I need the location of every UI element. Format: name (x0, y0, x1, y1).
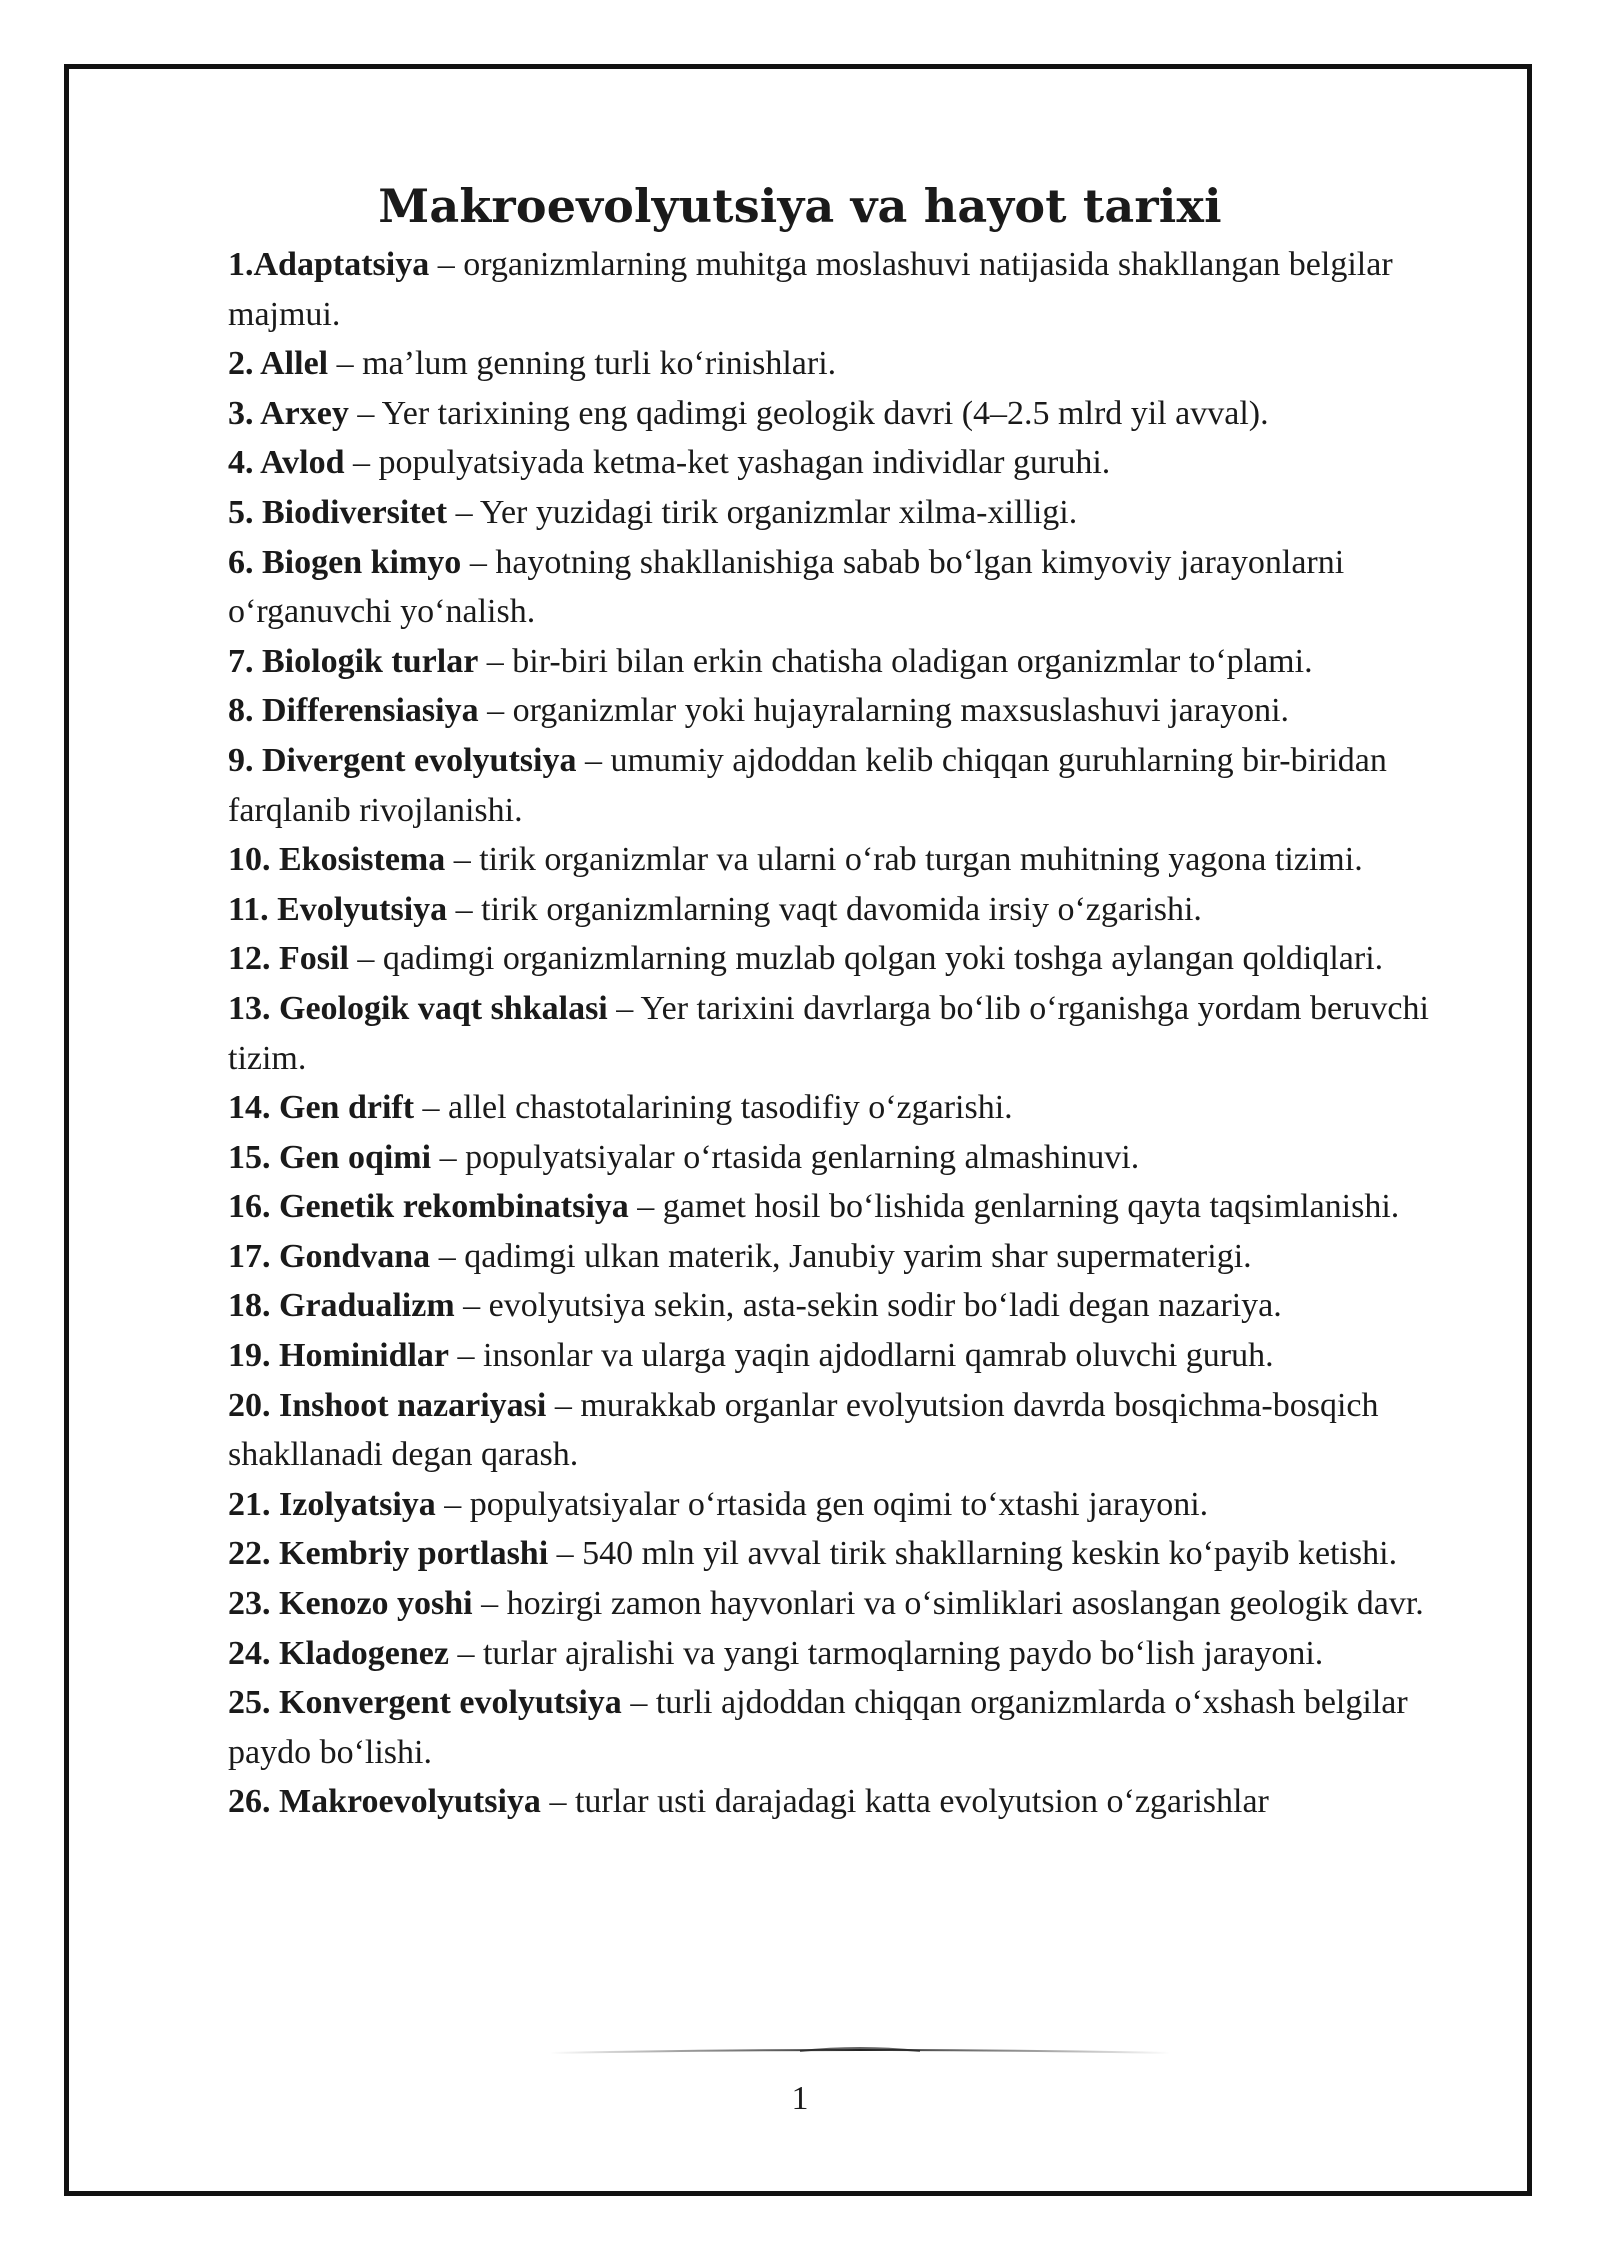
glossary-term: 9. Divergent evolyutsiya (228, 741, 577, 779)
glossary-entry (228, 1529, 1498, 1579)
glossary-term: 13. Geologik vaqt shkalasi (228, 989, 608, 1027)
glossary-definition: – populyatsiyalar oʻrtasida gen oqimi toʻxtashi jarayoni. (435, 1485, 1209, 1523)
glossary-entry (228, 934, 1498, 984)
glossary-definition: – Yer tarixini davrlarga boʻlib oʻrganishga yordam beruvchi tizim. (228, 989, 1429, 1077)
glossary-definition: – bir-biri bilan erkin chatisha oladigan organizmlar toʻplami. (478, 642, 1313, 680)
glossary-entry (228, 339, 1498, 389)
glossary-definition: – allel chastotalarining tasodifiy oʻzgarishi. (414, 1089, 1013, 1127)
glossary-definition: – insonlar va ularga yaqin ajdodlarni qamrab oluvchi guruh. (449, 1337, 1274, 1375)
glossary-entry (228, 488, 1498, 538)
glossary-entry (228, 835, 1498, 885)
glossary-term: 1.Adaptatsiya (228, 246, 430, 283)
glossary-entry (228, 1133, 1498, 1183)
glossary-definition: – organizmlarning muhitga moslashuvi natijasida shakllangan belgilar majmui. (228, 246, 1393, 333)
glossary-entry (228, 1678, 1498, 1777)
glossary-entry (228, 637, 1498, 687)
glossary-entry (228, 885, 1498, 935)
glossary-term: 6. Biogen kimyo (228, 543, 462, 581)
glossary-entry (228, 1281, 1498, 1331)
glossary-definition: – qadimgi ulkan materik, Janubiy yarim shar supermaterigi. (430, 1237, 1252, 1275)
glossary-entry (228, 1083, 1498, 1133)
glossary-definition: – populyatsiyada ketma-ket yashagan individlar guruhi. (344, 444, 1111, 482)
glossary-entry (228, 1777, 1498, 1827)
glossary-entry (228, 389, 1498, 439)
glossary-definition: – hozirgi zamon hayvonlari va oʻsimliklari asoslangan geologik davr. (472, 1585, 1424, 1623)
glossary-definition: – 540 mln yil avval tirik shakllarning keskin koʻpayib ketishi. (548, 1535, 1398, 1573)
glossary-entry (228, 686, 1498, 736)
glossary-definition: – umumiy ajdoddan kelib chiqqan guruhlarning bir-biridan farqlanib rivojlanishi. (228, 741, 1387, 829)
glossary-entry (228, 1182, 1498, 1232)
glossary-entry (228, 984, 1498, 1083)
glossary-term: 4. Avlod (228, 444, 345, 482)
glossary-term: 15. Gen oqimi (228, 1138, 432, 1176)
glossary-entry (228, 538, 1498, 637)
glossary-term: 18. Gradualizm (228, 1287, 455, 1325)
glossary-entry (228, 1480, 1498, 1530)
glossary-term: 10. Ekosistema (228, 841, 446, 879)
glossary-term: 20. Inshoot nazariyasi (228, 1386, 547, 1424)
glossary-term: 12. Fosil (228, 940, 349, 978)
glossary-entry (228, 1629, 1498, 1679)
glossary-entry (228, 1331, 1498, 1381)
glossary-definition: – evolyutsiya sekin, asta-sekin sodir boʻladi degan nazariya. (454, 1287, 1282, 1325)
glossary-definition: – qadimgi organizmlarning muzlab qolgan yoki toshga aylangan qoldiqlari. (348, 940, 1384, 978)
glossary-entry (228, 1579, 1498, 1629)
glossary-definition: – tirik organizmlar va ularni oʻrab turgan muhitning yagona tizimi. (445, 841, 1363, 879)
glossary-list (228, 240, 1498, 1827)
glossary-definition: – tirik organizmlarning vaqt davomida irsiy oʻzgarishi. (447, 890, 1202, 928)
glossary-term: 7. Biologik turlar (228, 642, 479, 680)
glossary-definition: – organizmlar yoki hujayralarning maxsuslashuvi jarayoni. (478, 692, 1290, 730)
page-title: Makroevolyutsiya va hayot tarixi (378, 178, 1222, 233)
glossary-entry (228, 438, 1498, 488)
glossary-term: 5. Biodiversitet (228, 493, 448, 531)
page-number: 1 (791, 2080, 809, 2117)
glossary-entry (228, 240, 1498, 339)
glossary-definition: – populyatsiyalar oʻrtasida genlarning almashinuvi. (431, 1138, 1140, 1176)
glossary-definition: – turlar usti darajadagi katta evolyutsion oʻzgarishlar (540, 1783, 1269, 1821)
glossary-term: 19. Hominidlar (228, 1337, 450, 1375)
glossary-definition: – turli ajdoddan chiqqan organizmlarda oʻxshash belgilar paydo boʻlishi. (228, 1684, 1408, 1771)
glossary-term: 2. Allel (228, 345, 329, 383)
glossary-term: 8. Differensiasiya (228, 692, 479, 730)
glossary-definition: – hayotning shakllanishiga sabab boʻlgan kimyoviy jarayonlarni oʻrganuvchi yoʻnalish. (228, 543, 1345, 631)
glossary-term: 3. Arxey (228, 394, 349, 432)
glossary-definition: – gamet hosil boʻlishida genlarning qayta taqsimlanishi. (628, 1188, 1400, 1226)
glossary-term: 17. Gondvana (228, 1237, 431, 1275)
glossary-entry (228, 736, 1498, 835)
decorative-divider (550, 2045, 1170, 2059)
glossary-term: 24. Kladogenez (228, 1634, 449, 1672)
glossary-definition: – Yer tarixining eng qadimgi geologik davri (4–2.5 mlrd yil avval). (348, 394, 1269, 432)
glossary-term: 25. Konvergent evolyutsiya (228, 1684, 622, 1722)
glossary-definition: – murakkab organlar evolyutsion davrda bosqichma-bosqich shakllanadi degan qarash. (228, 1386, 1379, 1474)
glossary-term: 26. Makroevolyutsiya (228, 1783, 541, 1821)
glossary-term: 21. Izolyatsiya (228, 1485, 436, 1523)
glossary-definition: – turlar ajralishi va yangi tarmoqlarning paydo boʻlish jarayoni. (448, 1634, 1324, 1672)
glossary-term: 22. Kembriy portlashi (228, 1535, 549, 1573)
glossary-term: 23. Kenozo yoshi (228, 1585, 473, 1623)
glossary-term: 14. Gen drift (228, 1089, 415, 1127)
glossary-definition: – ma’lum genning turli koʻrinishlari. (328, 345, 837, 383)
glossary-definition: – Yer yuzidagi tirik organizmlar xilma-xilligi. (447, 493, 1078, 531)
glossary-entry (228, 1232, 1498, 1282)
glossary-term: 16. Genetik rekombinatsiya (228, 1188, 629, 1226)
glossary-entry (228, 1381, 1498, 1480)
glossary-term: 11. Evolyutsiya (228, 890, 448, 928)
